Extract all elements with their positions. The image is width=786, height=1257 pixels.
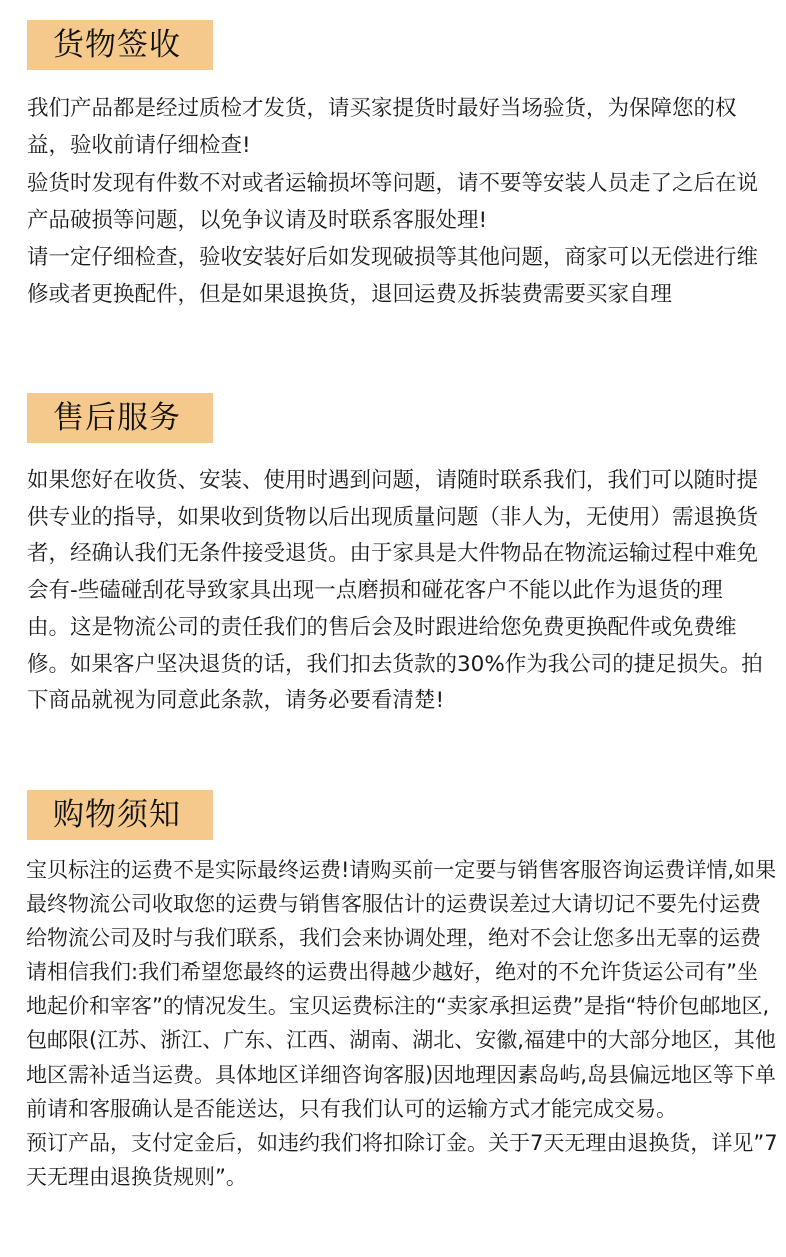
section-title-goods-receipt: 货物签收 bbox=[27, 20, 213, 70]
section-title-shopping-notice: 购物须知 bbox=[27, 790, 213, 840]
section-body-shopping-notice bbox=[26, 853, 778, 1194]
paragraph: 预订产品，支付定金后，如违约我们将扣除订金。关于7天无理由退换货，详见”7天无理由退换货规则”。 bbox=[26, 1130, 778, 1189]
section-title-after-sales: 售后服务 bbox=[27, 393, 213, 443]
paragraph: 请一定仔细检查，验收安装好后如发现破损等其他问题，商家可以无偿进行维修或者更换配件，但是如果退换货，退回运费及拆装费需要买家自理 bbox=[27, 245, 759, 308]
paragraph: 我们产品都是经过质检才发货，请买家提货时最好当场验货，为保障您的权益，验收前请仔细检查! bbox=[27, 96, 737, 159]
section-body-goods-receipt bbox=[27, 90, 767, 314]
paragraph: 宝贝标注的运费不是实际最终运费!请购买前一定要与销售客服咨询运费详情,如果最终物流公司收取您的运费与销售客服估计的运费误差过大请切记不要先付运费给物流公司及时与我们联系，我们会来协调处理，绝对不会让您多出无辜的运费请相信我们:我们希望您最终的运费出得越少越好，绝对的不允许货运公司有”坐地起价和宰客”的情况发生。宝贝运费标注的“卖家承担运费”是指“特价包邮地区,包邮限(江苏、浙江、广东、江西、湖南、湖北、安徽,福建中的大部分地区，其他地区需补适当运费。具体地区详细咨询客服)因地理因素岛屿,岛县偏远地区等下单前请和客服确认是否能送达，只有我们认可的运输方式才能完成交易。 bbox=[26, 858, 777, 1121]
paragraph: 如果您好在收货、安装、使用时遇到问题，请随时联系我们，我们可以随时提供专业的指导，如果收到货物以后出现质量问题（非人为，无使用）需退换货者，经确认我们无条件接受退货。由于家具是大件物品在物流运输过程中难免会有-些磕碰刮花导致家具出现一点磨损和碰花客户不能以此作为退货的理由。这是物流公司的责任我们的售后会及时跟进给您免费更换配件或免费维修。如果客户坚决退货的话，我们扣去货款的30%作为我公司的捷足损失。拍下商品就视为同意此条款，请务必要看清楚! bbox=[27, 468, 763, 714]
paragraph: 验货时发现有件数不对或者运输损坏等问题，请不要等安装人员走了之后在说产品破损等问题，以免争议请及时联系客服处理! bbox=[27, 170, 759, 233]
section-body-after-sales bbox=[27, 463, 765, 720]
